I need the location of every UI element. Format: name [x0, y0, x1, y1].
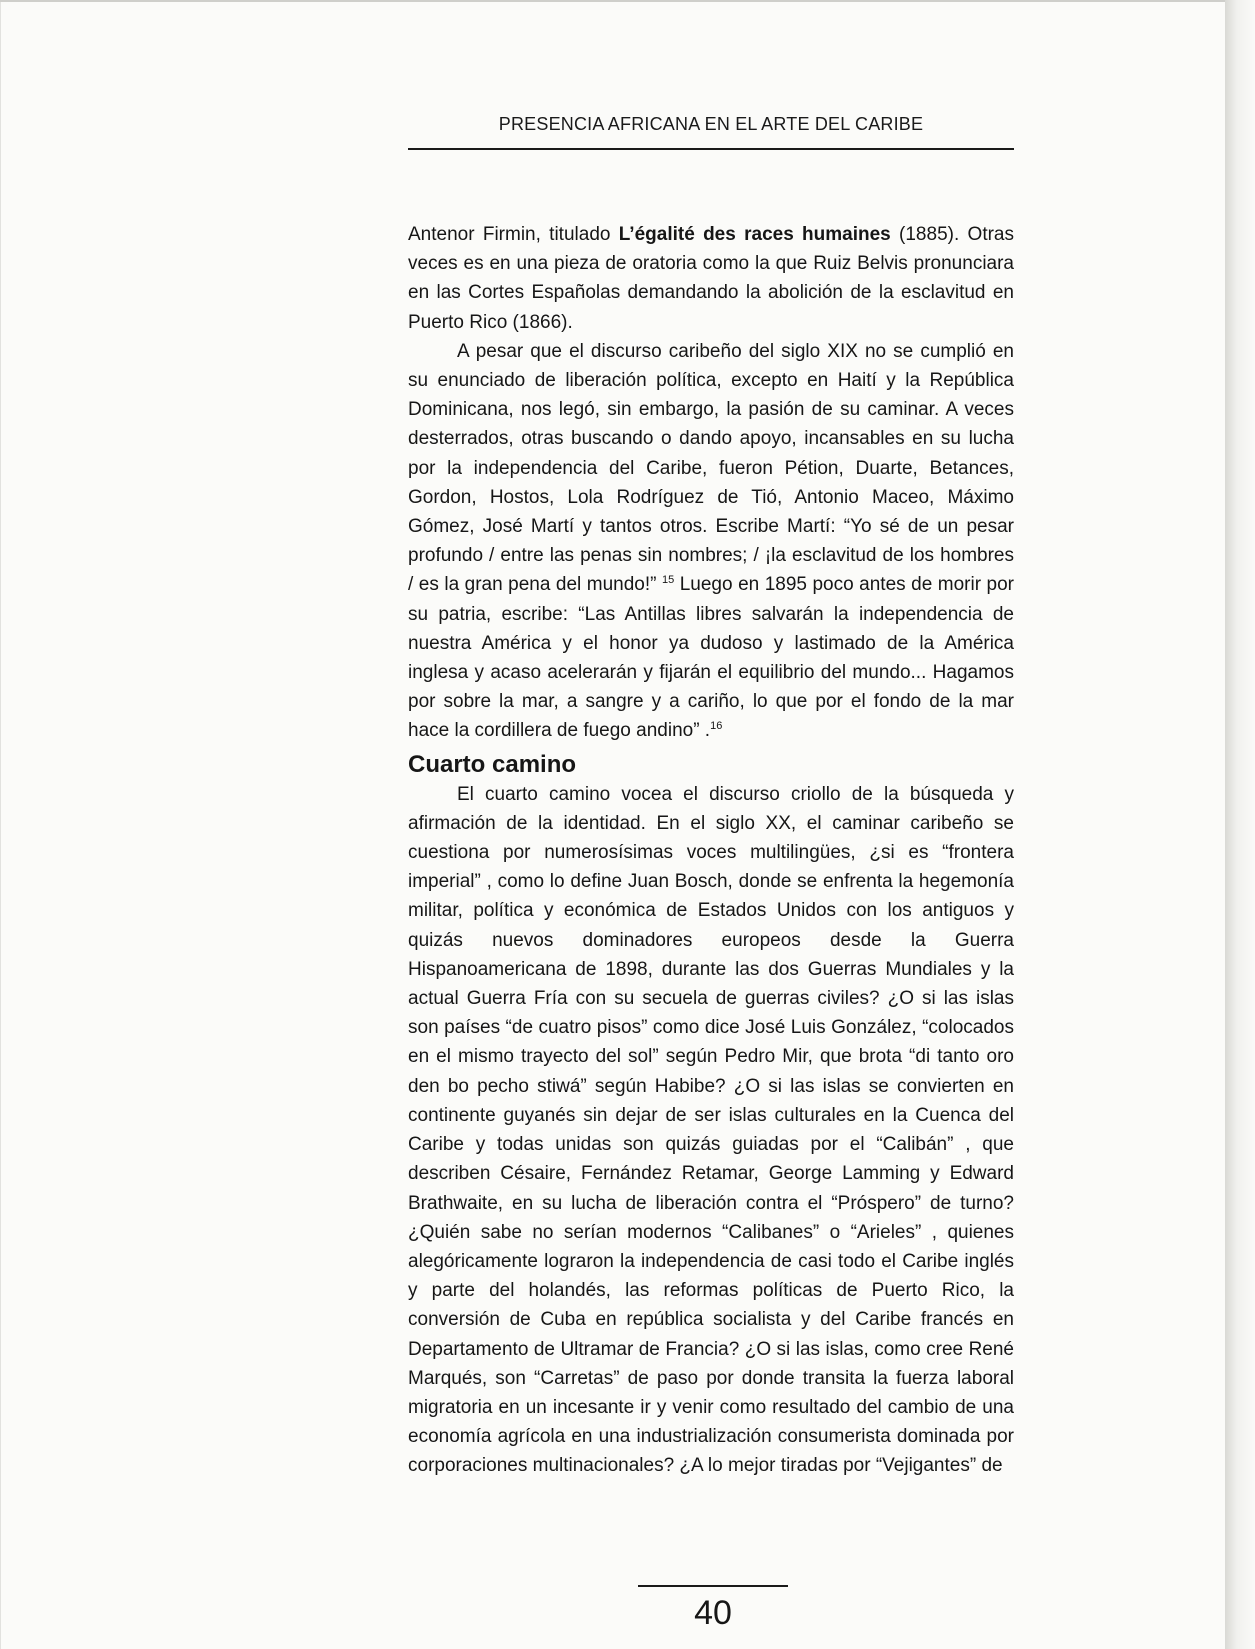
paragraph-1-lead: Antenor Firmin, titulado: [408, 224, 619, 245]
paragraph-1: [408, 220, 1014, 337]
paragraph-2: [408, 337, 1014, 746]
paragraph-2-part-2: Luego en 1895 poco antes de morir por su patria, escribe: “Las Antillas libres salvarán la independencia de nuestra América y el honor ya dudoso y lastimado de la América inglesa y acaso acelerarán y fijarán el equilibrio del mundo... Hagamos por sobre la mar, a sangre y a cariño, lo que por el fondo de la mar hace la cordillera de fuego andino” .: [408, 574, 1015, 742]
header-rule: [408, 148, 1014, 150]
scan-top-edge: [0, 0, 1225, 2]
paragraph-3: El cuarto camino vocea el discurso criollo de la búsqueda y afirmación de la identidad. En el siglo XX, el caminar caribeño se cuestiona por numerosísimas voces multilingües, ¿si es “frontera imperial” , como lo define Juan Bosch, donde se enfrenta la hegemonía militar, política y económica de Estados Unidos con los antiguos y quizás nuevos dominadores europeos desde la Guerra Hispanoamericana de 1898, durante las dos Guerras Mundiales y la actual Guerra Fría con su secuela de guerras civiles? ¿O si las islas son países “de cuatro pisos” como dice José Luis González, “colocados en el mismo trayecto del sol” según Pedro Mir, que brota “di tanto oro den bo pecho stiwá” según Habibe? ¿O si las islas se convierten en continente guyanés sin dejar de ser islas culturales en la Cuenca del Caribe y todas unidas son quizás guiadas por el “Calibán” , que describen Césaire, Fernández Retamar, George Lamming y Edward Brathwaite, en su lucha de liberación contra el “Próspero” de turno? ¿Quién sabe no serían modernos “Calibanes” o “Arieles” , quienes alegóricamente lograron la independencia de casi todo el Caribe inglés y parte del holandés, las reformas políticas de Puerto Rico, la conversión de Cuba en república socialista y del Caribe francés en Departamento de Ultramar de Francia? ¿O si las islas, como cree René Marqués, son “Carretas” de paso por donde transita la fuerza laboral migratoria en un incesante ir y venir como resultado del cambio de una economía agrícola en una industrialización consumerista dominada por corporaciones multinacionales? ¿A lo mejor tiradas por “Vejigantes” de: [408, 783, 1014, 1477]
footnote-ref-15: 15: [661, 574, 675, 587]
section-heading: Cuarto camino: [408, 750, 577, 778]
page-number: 40: [694, 1594, 732, 1632]
footer-rule: [638, 1585, 788, 1587]
footnote-ref-16: 16: [710, 720, 723, 733]
body-text: [408, 220, 1014, 1481]
book-title: L’égalité des races humaines: [618, 224, 891, 245]
running-header: PRESENCIA AFRICANA EN EL ARTE DEL CARIBE: [498, 114, 924, 134]
paragraph-2-part-1: A pesar que el discurso caribeño del siglo XIX no se cumplió en su enunciado de liberación política, excepto en Haití y la República Dominicana, nos legó, sin embargo, la pasión de su caminar. A veces desterrados, otras buscando o dando apoyo, incansables en su lucha por la independencia del Caribe, fueron Pétion, Duarte, Betances, Gordon, Hostos, Lola Rodríguez de Tió, Antonio Maceo, Máximo Gómez, José Martí y tantos otros. Escribe Martí: “Yo sé de un pesar profundo / entre las penas sin nombres; / ¡la esclavitud de los hombres / es la gran pena del mundo!”: [408, 340, 1014, 596]
paragraph-1-rest: (1885). Otras veces es en una pieza de oratoria como la que Ruiz Belvis pronunciara en las Cortes Españolas demandando la abolición de la esclavitud en Puerto Rico (1866).: [408, 224, 1014, 333]
page-edge-shadow: [1225, 0, 1255, 1649]
